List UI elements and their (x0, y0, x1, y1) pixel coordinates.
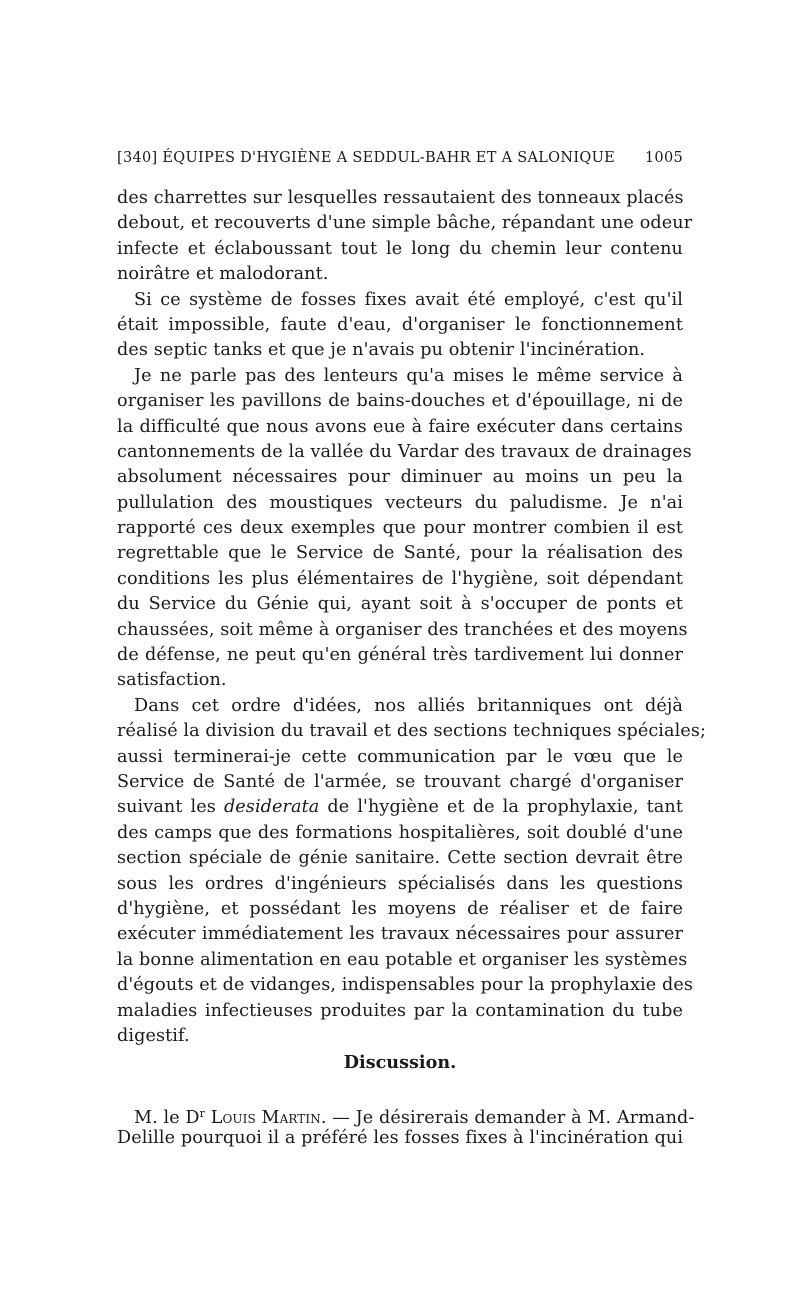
text-line: d'égouts et de vidanges, indispensables pour la prophylaxie des (117, 975, 693, 996)
text-line: du Service du Génie qui, ayant soit à s'occuper de ponts et (117, 594, 683, 615)
text-line: aussi terminerai-je cette communication par le vœu que le (117, 746, 683, 767)
text-line: des charrettes sur lesquelles ressautaient des tonneaux placés (117, 188, 684, 208)
text-line: organiser les pavillons de bains-douches et d'épouillage, ni de (117, 391, 683, 412)
discussion-text: . — Je désirerais demander à M. Armand- (320, 1108, 695, 1128)
text-line: Je ne parle pas des lenteurs qu'a mises le même service à (134, 365, 683, 386)
text-line: la difficulté que nous avons eue à faire exécuter dans certains (117, 416, 683, 437)
italic-term: desiderata (223, 797, 320, 818)
speaker-prefix: M. le D (134, 1108, 200, 1128)
text-line: conditions les plus élémentaires de l'hygiène, soit dépendant (117, 568, 683, 589)
text-line: section spéciale de génie sanitaire. Cette section devrait être (117, 848, 683, 869)
text-line: des camps que des formations hospitalières, soit doublé d'une (117, 822, 683, 843)
discussion-paragraph (117, 1101, 695, 1152)
text-line: réalisé la division du travail et des sections techniques spéciales; (117, 721, 706, 742)
running-header (117, 150, 683, 166)
text-line: de défense, ne peut qu'en général très tardivement lui donner (117, 645, 683, 666)
section-heading: Discussion. (343, 1052, 457, 1073)
text-line: cantonnements de la vallée du Vardar des travaux de drainages (117, 441, 692, 462)
text-line: exécuter immédiatement les travaux nécessaires pour assurer (117, 924, 683, 945)
text-line: d'hygiène, et possédant les moyens de réaliser et de faire (117, 898, 683, 919)
header-title: [340] ÉQUIPES D'HYGIÈNE A SEDDUL-BAHR ET A SALONIQUE (117, 150, 615, 166)
page-number: 1005 (644, 150, 683, 166)
text-line: noirâtre et malodorant. (117, 264, 329, 285)
text-line: suivant les desiderata de l'hygiène et de la prophylaxie, tant (117, 797, 683, 818)
text-line: absolument nécessaires pour diminuer au moins un peu la (117, 467, 683, 488)
doctor-superscript: r (199, 1107, 205, 1120)
text-line: la bonne alimentation en eau potable et organiser les systèmes (117, 949, 688, 970)
text-line: regrettable que le Service de Santé, pour la réalisation des (117, 543, 683, 564)
speaker-name: Louis Martin (210, 1108, 321, 1128)
text-line: Dans cet ordre d'idées, nos alliés britanniques ont déjà (134, 695, 683, 716)
body-text (117, 186, 706, 1049)
text-line: Si ce système de fosses fixes avait été employé, c'est qu'il (134, 289, 683, 310)
text-line: maladies infectieuses produites par la contamination du tube (117, 1000, 683, 1021)
text-line: digestif. (117, 1025, 190, 1046)
text-line: rapporté ces deux exemples que pour montrer combien il est (117, 518, 683, 539)
text-line: chaussées, soit même à organiser des tranchées et des moyens (117, 619, 688, 640)
text-line: satisfaction. (117, 670, 227, 691)
text-line: pullulation des moustiques vecteurs du paludisme. Je n'ai (117, 492, 683, 513)
text-line: sous les ordres d'ingénieurs spécialisés dans les questions (117, 873, 683, 894)
text-line: était impossible, faute d'eau, d'organiser le fonctionnement (117, 314, 683, 335)
discussion-line (117, 1101, 695, 1128)
text-line: infecte et éclaboussant tout le long du chemin leur contenu (117, 238, 683, 259)
text-line: Service de Santé de l'armée, se trouvant chargé d'organiser (117, 771, 683, 792)
text-line: debout, et recouverts d'une simple bâche, répandant une odeur (117, 213, 693, 234)
text-line: des septic tanks et que je n'avais pu obtenir l'incinération. (117, 340, 646, 361)
discussion-line: Delille pourquoi il a préféré les fosses fixes à l'incinération qui (117, 1128, 684, 1149)
